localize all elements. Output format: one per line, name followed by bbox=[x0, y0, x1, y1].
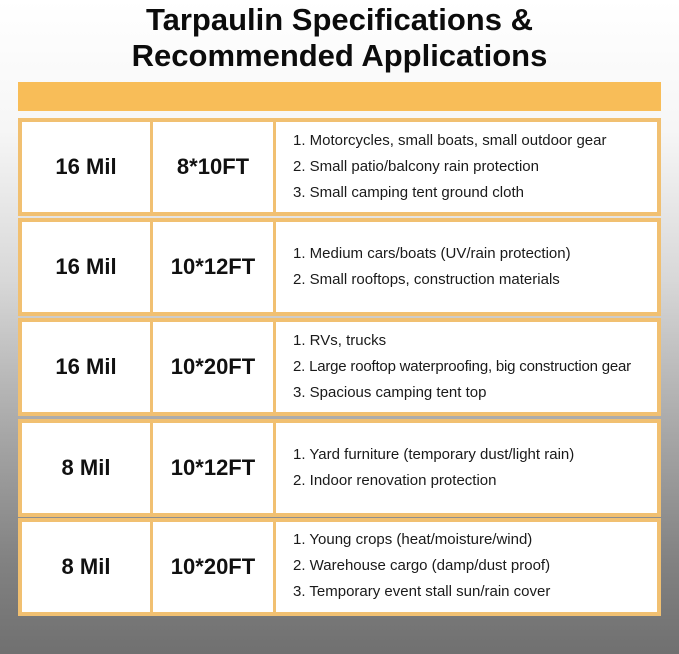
application-item: 2. Small rooftops, construction materials bbox=[293, 271, 560, 288]
size-value: 10*20FT bbox=[170, 354, 256, 379]
application-item: 1. RVs, trucks bbox=[293, 332, 387, 349]
applications-cell bbox=[276, 522, 657, 612]
application-item: 2. Small patio/balcony rain protection bbox=[293, 158, 539, 175]
thickness-value: 16 Mil bbox=[55, 254, 117, 279]
application-item: 1. Young crops (heat/moisture/wind) bbox=[293, 531, 533, 548]
size-value: 10*12FT bbox=[170, 254, 256, 279]
size-cell bbox=[153, 322, 273, 412]
size-value: 8*10FT bbox=[176, 154, 250, 179]
spec-row bbox=[18, 218, 661, 316]
thickness-cell bbox=[22, 222, 150, 312]
header-accent-bar bbox=[18, 82, 661, 111]
size-value: 10*12FT bbox=[170, 455, 256, 480]
thickness-value: 16 Mil bbox=[55, 354, 117, 379]
thickness-value: 8 Mil bbox=[61, 554, 111, 579]
application-item: 1. Medium cars/boats (UV/rain protection) bbox=[293, 245, 571, 262]
thickness-cell bbox=[22, 423, 150, 513]
applications-cell bbox=[276, 222, 657, 312]
size-cell bbox=[153, 122, 273, 212]
applications-list bbox=[293, 322, 653, 412]
application-item: 2. Large rooftop waterproofing, big construction gear bbox=[293, 358, 631, 375]
page-title bbox=[0, 0, 679, 74]
thickness-cell bbox=[22, 522, 150, 612]
size-cell bbox=[153, 423, 273, 513]
applications-list bbox=[293, 122, 653, 212]
spec-row bbox=[18, 318, 661, 416]
thickness-value: 8 Mil bbox=[61, 455, 111, 480]
applications-list bbox=[293, 423, 653, 513]
applications-list bbox=[293, 222, 653, 312]
size-cell bbox=[153, 222, 273, 312]
thickness-cell bbox=[22, 122, 150, 212]
applications-cell bbox=[276, 423, 657, 513]
size-cell bbox=[153, 522, 273, 612]
application-item: 2. Indoor renovation protection bbox=[293, 472, 497, 489]
application-item: 3. Small camping tent ground cloth bbox=[293, 184, 524, 201]
spec-row bbox=[18, 518, 661, 616]
thickness-cell bbox=[22, 322, 150, 412]
application-item: 3. Spacious camping tent top bbox=[293, 384, 487, 401]
title-line-1: Tarpaulin Specifications & bbox=[145, 2, 533, 37]
applications-cell bbox=[276, 122, 657, 212]
application-item: 1. Motorcycles, small boats, small outdoor gear bbox=[293, 132, 607, 149]
application-item: 2. Warehouse cargo (damp/dust proof) bbox=[293, 557, 551, 574]
application-item: 1. Yard furniture (temporary dust/light rain) bbox=[293, 446, 575, 463]
size-value: 10*20FT bbox=[170, 554, 256, 579]
spec-row bbox=[18, 118, 661, 216]
title-line-2: Recommended Applications bbox=[131, 38, 548, 73]
applications-cell bbox=[276, 322, 657, 412]
spec-row bbox=[18, 419, 661, 517]
thickness-value: 16 Mil bbox=[55, 154, 117, 179]
application-item: 3. Temporary event stall sun/rain cover bbox=[293, 583, 551, 600]
applications-list bbox=[293, 522, 653, 612]
